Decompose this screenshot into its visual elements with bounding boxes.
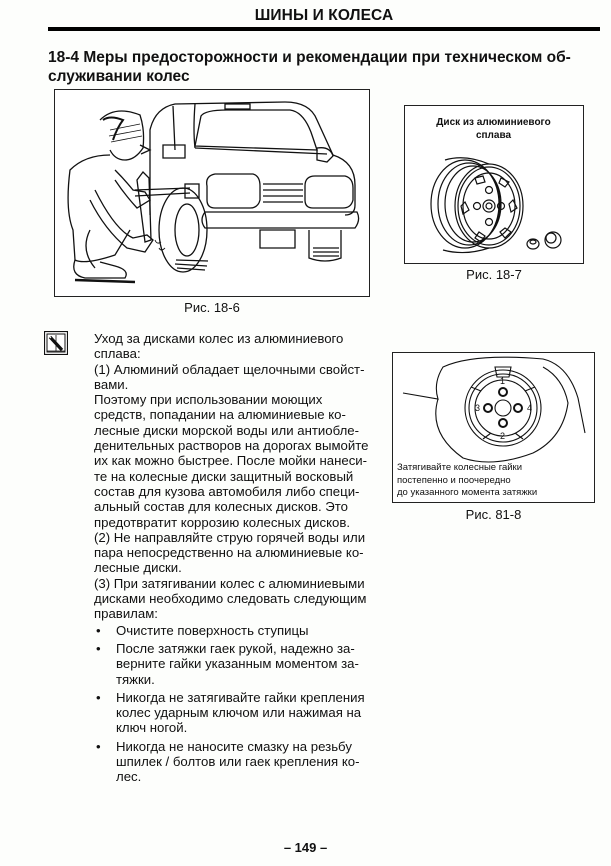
figure-18-6-caption: Рис. 18-6 bbox=[184, 300, 240, 315]
alloy-wheel-illustration bbox=[405, 146, 582, 262]
man-tightening-wheel-illustration bbox=[55, 90, 368, 295]
bullet-2-line: После затяжки гаек рукой, надежно за- bbox=[116, 640, 355, 656]
section-title-line-2: служивании колес bbox=[48, 68, 190, 85]
care-instructions-text bbox=[94, 331, 384, 788]
item-3-line: правилам: bbox=[94, 606, 158, 622]
bullet-3-line: ключ ногой. bbox=[116, 720, 188, 736]
figure-18-7-label-line-1: Диск из алюминиевого bbox=[436, 117, 551, 128]
bullet-1-line: Очистите поверхность ступицы bbox=[116, 622, 309, 638]
section-title-line-1: 18-4 Меры предосторожности и рекомендации при техническом об- bbox=[48, 49, 571, 66]
item-1b-line: их как можно быстрее. После мойки нанеси- bbox=[94, 453, 368, 469]
bullet-3-line: Никогда не затягивайте гайки крепления bbox=[116, 689, 365, 705]
item-3-line: (3) При затягивании колес с алюминиевыми bbox=[94, 575, 365, 591]
bullet-4-line: шпилек / болтов или гаек крепления ко- bbox=[116, 754, 360, 770]
bullet-2-line: верните гайки указанным моментом за- bbox=[116, 656, 359, 672]
figure-81-8-note-line-3: до указанного момента затяжки bbox=[397, 487, 538, 498]
item-1b-line: предотвратит коррозию колесных дисков. bbox=[94, 514, 351, 530]
figure-18-7 bbox=[404, 105, 584, 264]
figure-81-8-note-line-2: постепенно и поочередно bbox=[397, 474, 511, 486]
nut-number-3: 3 bbox=[475, 403, 481, 413]
bullet-icon: • bbox=[96, 689, 101, 705]
bullet-3-line: колес ударным ключом или нажимая на bbox=[116, 705, 362, 721]
item-2-line: (2) Не направляйте струю горячей воды или bbox=[94, 529, 366, 545]
item-1b-line: лесные диски морской воды или антиобле- bbox=[94, 422, 360, 438]
figure-81-8-note bbox=[397, 462, 537, 500]
item-2-line: пара непосредственно на алюминиевые ко- bbox=[94, 545, 364, 561]
item-1b-line: те на колесные диски защитный восковый bbox=[94, 468, 354, 484]
item-3-line: дисками необходимо следовать следующим bbox=[94, 591, 367, 607]
note-pencil-icon bbox=[44, 331, 68, 355]
figure-18-7-label bbox=[405, 116, 582, 142]
bullet-item-2 bbox=[94, 641, 384, 687]
item-1b-line: средств, попадании на алюминиевые ко- bbox=[94, 407, 346, 423]
running-head: ШИНЫ И КОЛЕСА bbox=[254, 7, 394, 24]
nut-sequence-numbers bbox=[393, 353, 593, 463]
bullet-4-line: Никогда не наносите смазку на резьбу bbox=[116, 738, 352, 754]
item-1b-line: альный состав для колесных дисков. Это bbox=[94, 499, 349, 515]
section-title bbox=[48, 48, 600, 86]
bullet-icon: • bbox=[96, 640, 101, 656]
item-1-line-2: вами. bbox=[94, 376, 129, 392]
nut-number-1: 1 bbox=[500, 376, 506, 386]
item-1b-line: состав для кузова автомобиля либо специ- bbox=[94, 483, 360, 499]
figure-18-7-label-line-2: сплава bbox=[475, 130, 512, 141]
bullet-4-line: лес. bbox=[116, 769, 142, 785]
header-rule bbox=[48, 27, 600, 31]
bullet-item-1 bbox=[94, 623, 384, 638]
bullet-icon: • bbox=[96, 622, 101, 638]
item-1b-line: денительных растворов на дорогах вымойте bbox=[94, 438, 369, 454]
intro-line-1: Уход за дисками колес из алюминиевого bbox=[94, 331, 344, 346]
page-number: – 149 – bbox=[283, 840, 328, 855]
bullet-icon: • bbox=[96, 738, 101, 754]
item-1b-line: Поэтому при использовании моющих bbox=[94, 392, 323, 408]
intro-line-2: сплава: bbox=[94, 346, 141, 362]
figure-81-8-note-line-1: Затягивайте колесные гайки bbox=[397, 462, 522, 473]
bullet-2-line: тяжки. bbox=[116, 671, 155, 687]
nut-number-2: 2 bbox=[500, 431, 506, 441]
item-2-line: лесные диски. bbox=[94, 560, 182, 576]
figure-18-6 bbox=[54, 89, 370, 297]
bullet-item-4 bbox=[94, 739, 384, 785]
figure-81-8-caption: Рис. 81-8 bbox=[465, 507, 522, 522]
bullet-item-3 bbox=[94, 690, 384, 736]
figure-81-8 bbox=[392, 352, 595, 503]
item-1-line-1: (1) Алюминий обладает щелочными свойст- bbox=[94, 361, 365, 377]
figure-18-7-caption: Рис. 18-7 bbox=[466, 267, 522, 282]
nut-number-4: 4 bbox=[527, 403, 533, 413]
